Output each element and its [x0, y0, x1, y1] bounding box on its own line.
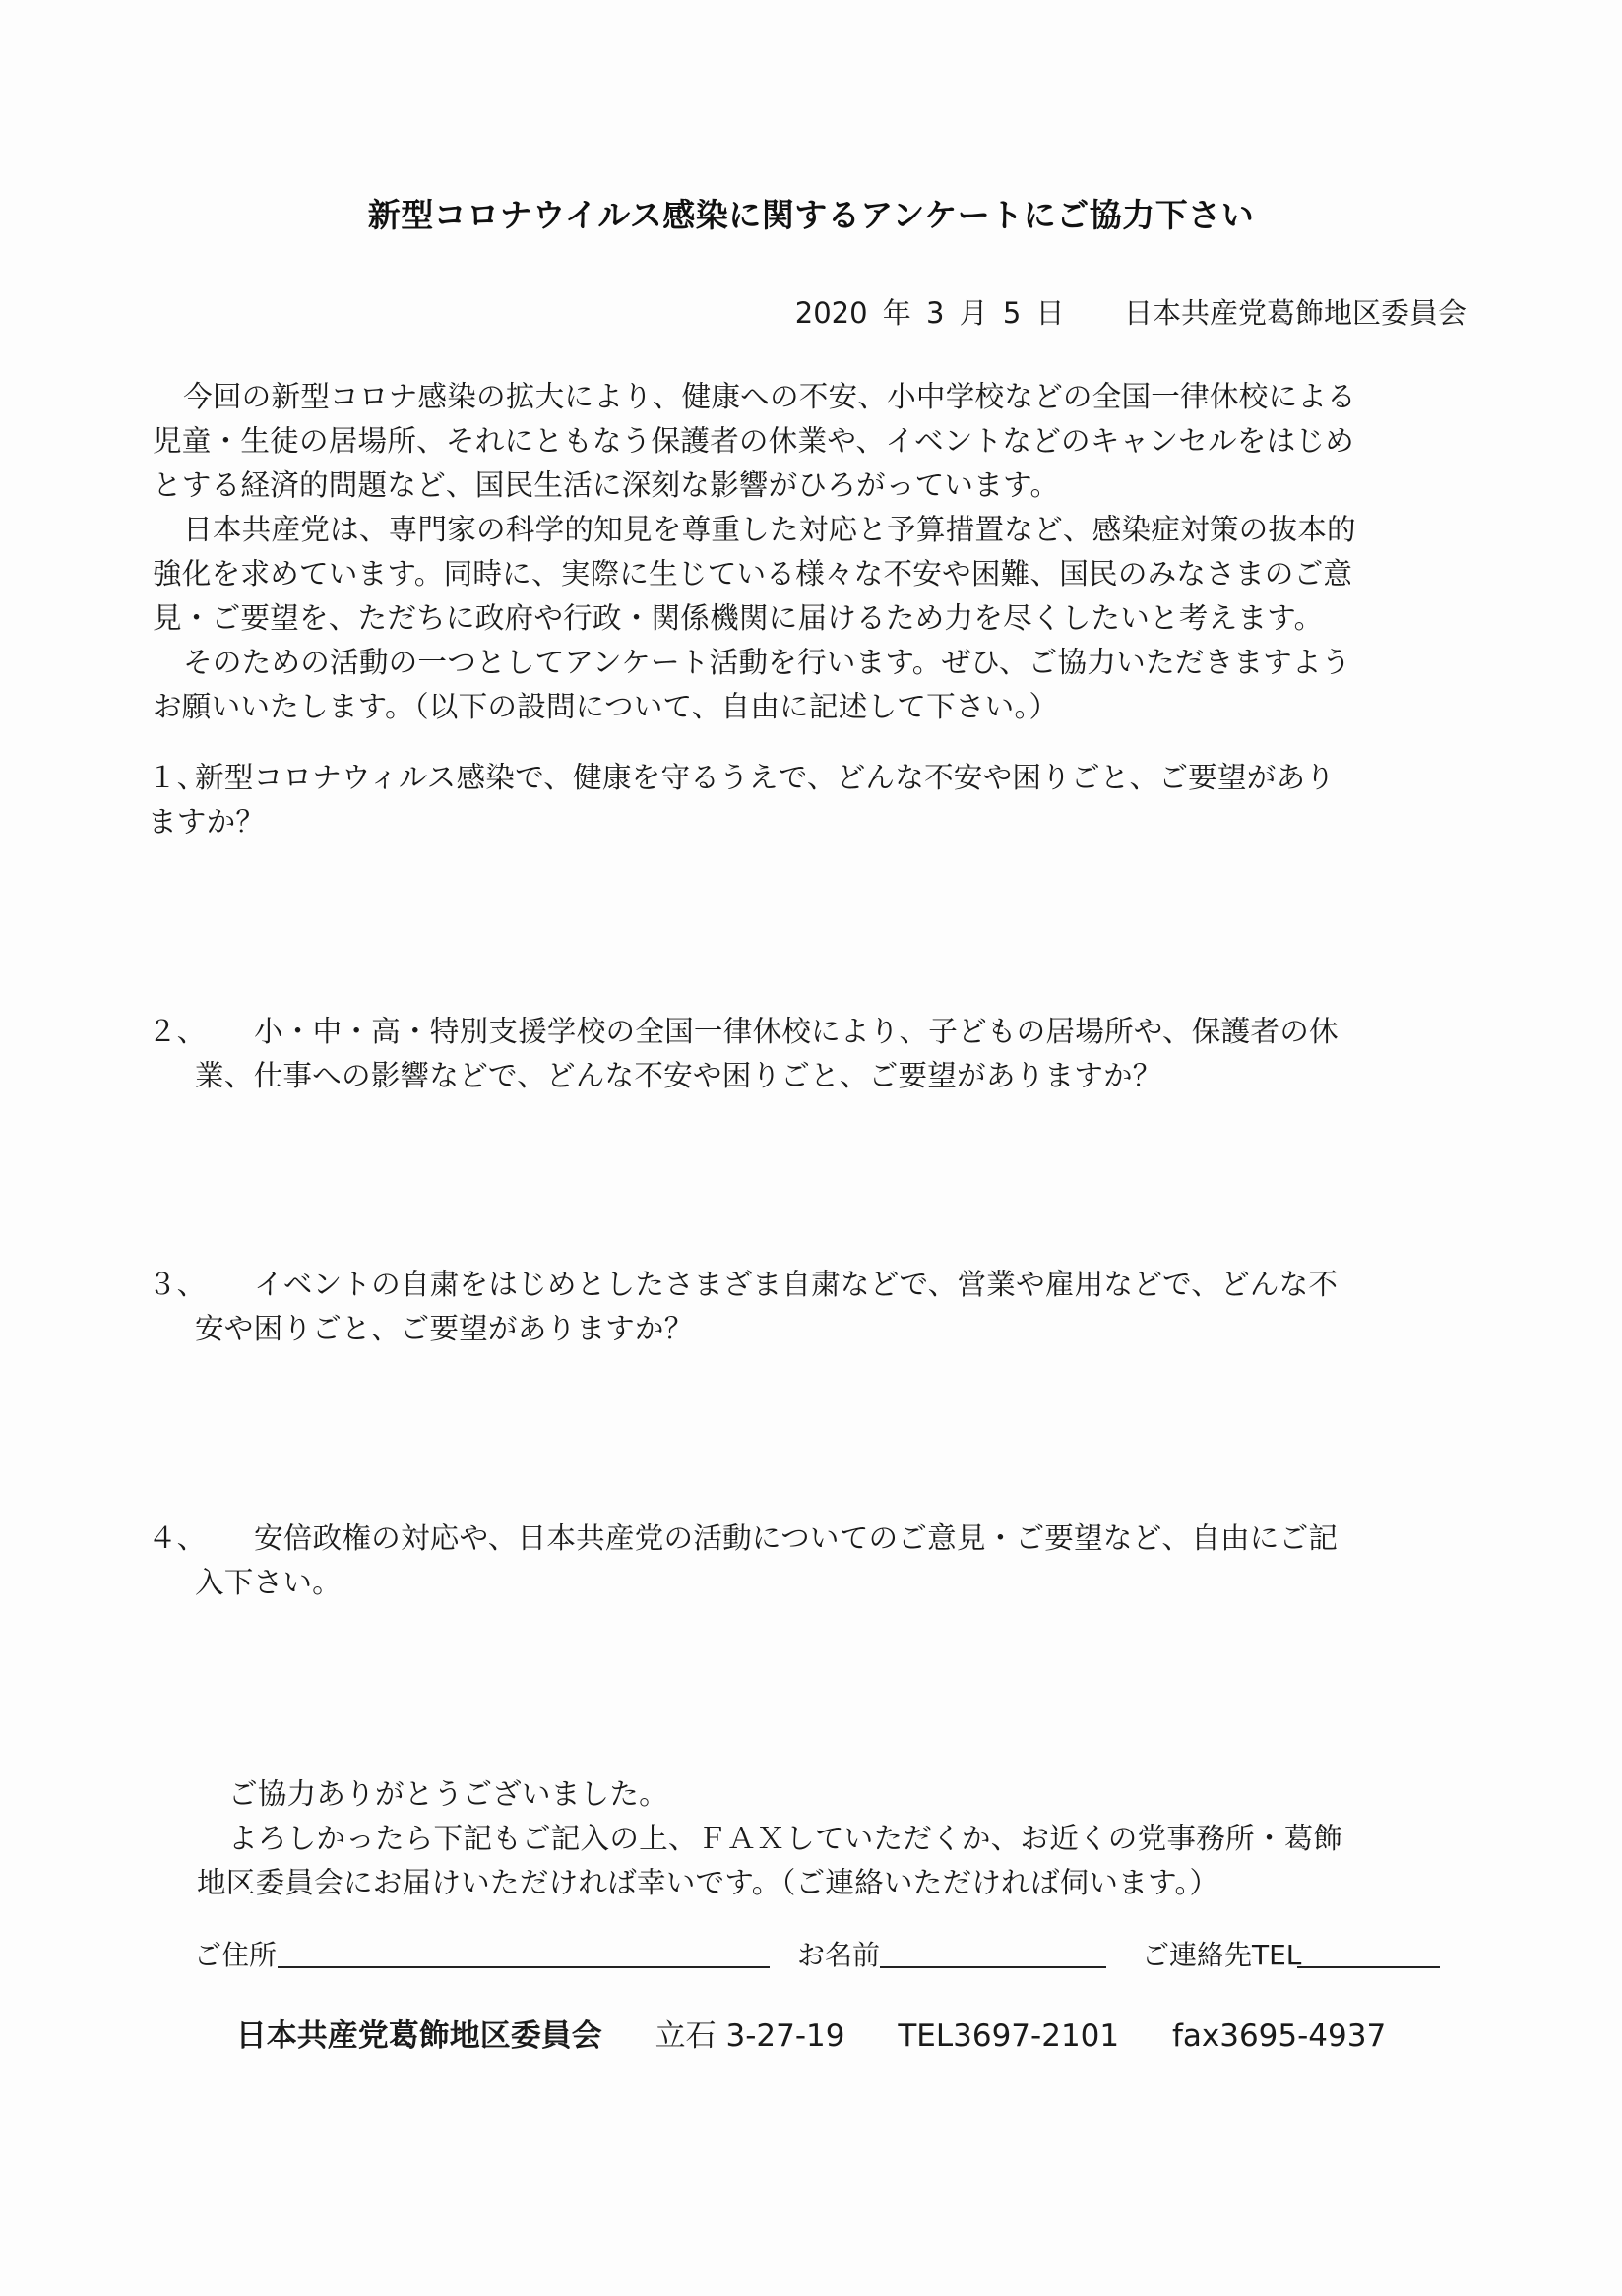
intro-line: とする経済的問題など、国民生活に深刻な影響がひろがっています。	[153, 468, 1060, 502]
answer-area[interactable]	[148, 1112, 1466, 1230]
question-text: 安や困りごと、ご要望がありますか？	[195, 1312, 694, 1345]
name-label: お名前	[797, 1939, 881, 1971]
footer-organization: 日本共産党葛飾地区委員会	[235, 2018, 602, 2054]
footer-tel: TEL3697-2101	[898, 2018, 1120, 2054]
answer-area[interactable]	[148, 1363, 1466, 1481]
intro-line: お願いいたします。（以下の設問について、自由に記述して下さい。）	[153, 690, 1059, 723]
thanks-line: よろしかったら下記もご記入の上、ＦＡＸしていただくか、お近くの党事務所・葛飾	[228, 1822, 1343, 1855]
question-number: ２、	[148, 1015, 207, 1048]
date-line	[795, 291, 1466, 332]
name-field[interactable]	[880, 1964, 1106, 1968]
question-text: 安倍政権の対応や、日本共産党の活動についてのご意見・ご要望など、自由にご記	[254, 1521, 1339, 1555]
address-label: ご住所	[194, 1939, 278, 1971]
question-text: 業、仕事への影響などで、どんな不安や困りごと、ご要望がありますか？	[195, 1059, 1162, 1092]
question-number: ４、	[148, 1521, 207, 1555]
intro-line: 今回の新型コロナ感染の拡大により、健康への不安、小中学校などの全国一律休校による	[183, 380, 1356, 413]
intro-line: 強化を求めています。同時に、実際に生じている様々な不安や困難、国民のみなさまのご意	[153, 557, 1353, 590]
question-number: １、	[148, 761, 207, 794]
question-text: 新型コロナウィルス感染で、健康を守るうえで、どんな不安や困りごと、ご要望があり	[195, 761, 1336, 794]
thanks-line: 地区委員会にお届けいただければ幸いです。（ご連絡いただければ伺います。）	[197, 1866, 1219, 1899]
question-text: ますか？	[148, 805, 266, 838]
answer-area[interactable]	[148, 856, 1466, 974]
intro-line: 児童・生徒の居場所、それにともなう保護者の休業や、イベントなどのキャンセルをはじめ	[153, 424, 1354, 458]
footer	[0, 2011, 1622, 2055]
address-field[interactable]	[278, 1964, 770, 1968]
intro-line: そのための活動の一つとしてアンケート活動を行います。ぜひ、ご協力いただきますよう	[183, 646, 1351, 679]
question-number: ３、	[148, 1268, 207, 1301]
question-text: 入下さい。	[195, 1566, 342, 1599]
footer-address: 立石 3-27-19	[655, 2018, 845, 2054]
intro-line: 見・ご要望を、ただちに政府や行政・関係機関に届けるため力を尽くしたいと考えます。	[153, 601, 1324, 635]
footer-fax: fax3695-4937	[1171, 2018, 1387, 2054]
answer-area[interactable]	[148, 1614, 1466, 1742]
contact-field[interactable]	[1297, 1964, 1440, 1968]
intro-line: 日本共産党は、専門家の科学的知見を尊重した対応と予算措置など、感染症対策の抜本的	[183, 513, 1356, 546]
document-title: 新型コロナウイルス感染に関するアンケートにご協力下さい	[367, 196, 1255, 234]
question-text: イベントの自粛をはじめとしたさまざま自粛などで、営業や雇用などで、どんな不	[254, 1268, 1339, 1301]
contact-label: ご連絡先TEL	[1142, 1939, 1302, 1971]
issue-date: 2020 年 3 月 5 日	[794, 296, 1065, 330]
thanks-line: ご協力ありがとうございました。	[228, 1777, 668, 1811]
issuer-organization: 日本共産党葛飾地区委員会	[1123, 296, 1466, 330]
question-text: 小・中・高・特別支援学校の全国一律休校により、子どもの居場所や、保護者の休	[254, 1015, 1339, 1048]
